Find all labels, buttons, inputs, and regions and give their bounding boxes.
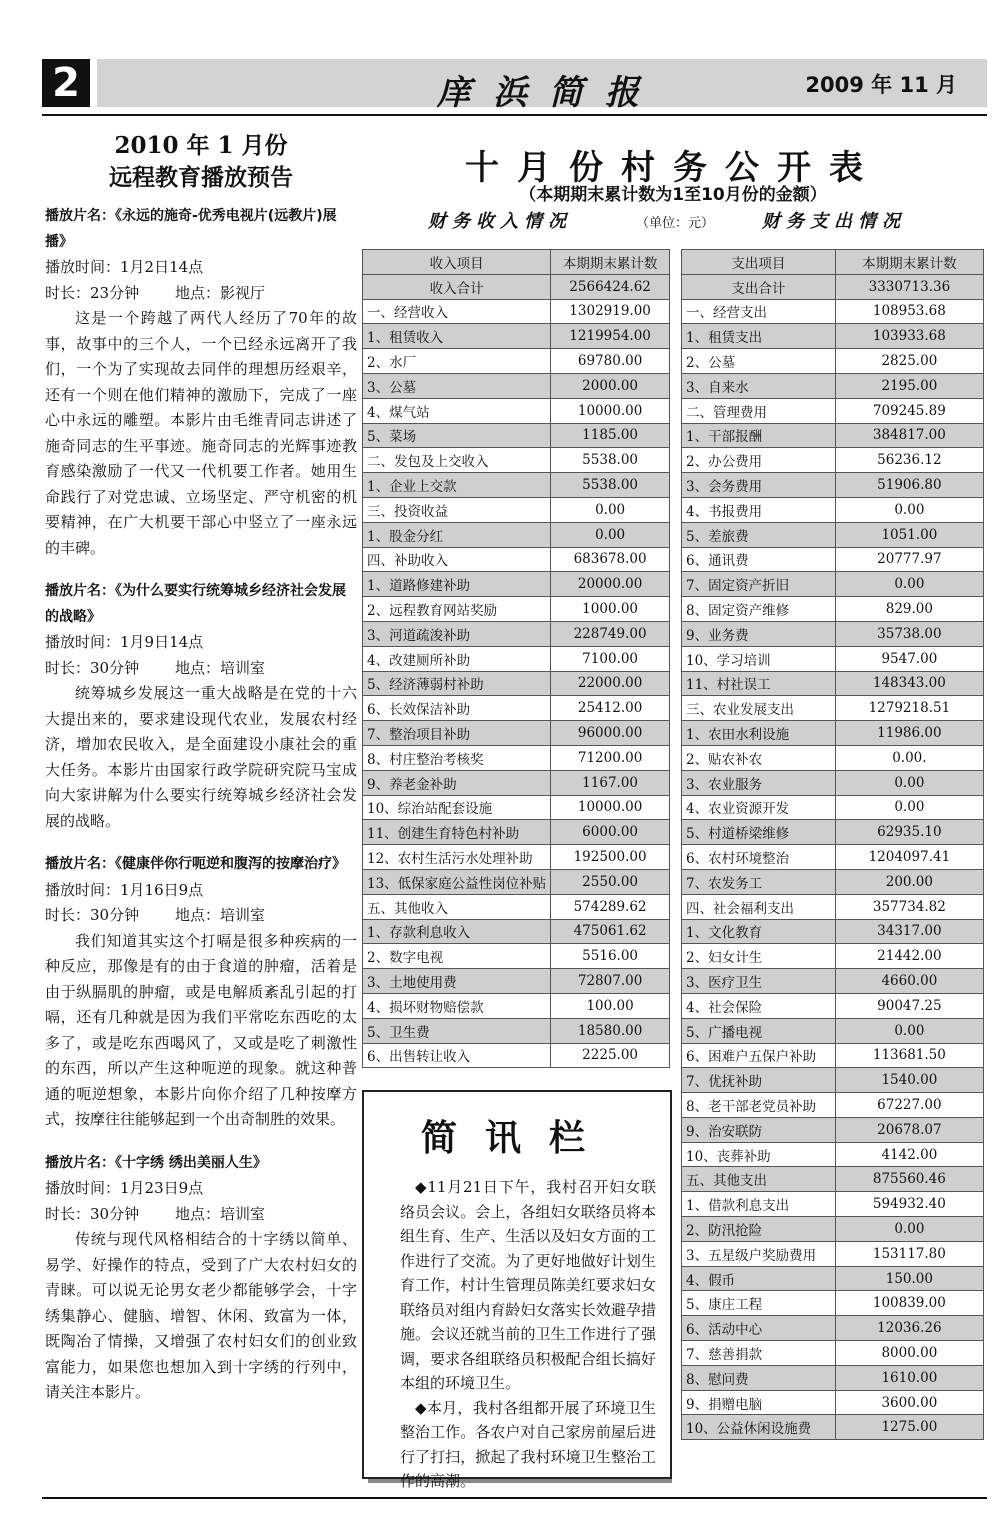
table-row (682, 993, 984, 1018)
table-header-row (363, 250, 670, 275)
table-row (363, 1018, 670, 1043)
program-item (45, 579, 357, 834)
table-row (363, 894, 670, 919)
amount-cell: 4142.00 (835, 1142, 983, 1167)
table-row (682, 274, 984, 299)
item-cell: 4、改建厕所补助 (363, 646, 551, 671)
amount-cell: 709245.89 (835, 398, 983, 423)
amount-cell: 12036.26 (835, 1316, 983, 1341)
table-row (682, 423, 984, 448)
item-cell: 9、治安联防 (682, 1117, 836, 1142)
program-duration: 时长：30分钟 (45, 906, 140, 924)
amount-cell: 5538.00 (551, 448, 670, 473)
program-item (45, 852, 357, 1133)
item-cell: 四、补助收入 (363, 547, 551, 572)
program-list (45, 204, 357, 1406)
item-cell: 9、捐赠电脑 (682, 1390, 836, 1415)
program-meta (45, 1202, 357, 1228)
table-row (363, 993, 670, 1018)
program-name: 播放片名：《为什么要实行统筹城乡经济社会发展的战略》 (45, 583, 346, 625)
issue-date: 2009 年 11 月 (805, 73, 957, 97)
amount-cell: 228749.00 (551, 621, 670, 646)
amount-cell: 1000.00 (551, 597, 670, 622)
table-row (682, 373, 984, 398)
program-item (45, 204, 357, 561)
table-row (682, 1018, 984, 1043)
table-row (363, 944, 670, 969)
table-row (363, 969, 670, 994)
amount-cell: 2550.00 (551, 869, 670, 894)
item-cell: 支出合计 (682, 274, 836, 299)
table-row (682, 646, 984, 671)
amount-cell: 72807.00 (551, 969, 670, 994)
column-title (45, 130, 357, 194)
amount-cell: 5538.00 (551, 473, 670, 498)
table-row (682, 1217, 984, 1242)
item-cell: 8、固定资产维修 (682, 597, 836, 622)
table-row (682, 1365, 984, 1390)
amount-cell: 100839.00 (835, 1291, 983, 1316)
item-cell: 10、丧葬补助 (682, 1142, 836, 1167)
item-cell: 1、股金分红 (363, 522, 551, 547)
program-meta (45, 656, 357, 682)
program-duration: 时长：23分钟 (45, 283, 140, 302)
table-row (682, 944, 984, 969)
program-duration: 时长：30分钟 (45, 1204, 140, 1223)
header-rule (42, 114, 987, 116)
table-row (363, 497, 670, 522)
amount-cell: 20777.97 (835, 547, 983, 572)
item-cell: 三、投资收益 (363, 497, 551, 522)
table-row (682, 696, 984, 721)
amount-cell: 10000.00 (551, 398, 670, 423)
table-row (363, 646, 670, 671)
amount-cell: 357734.82 (835, 894, 983, 919)
table-row (682, 547, 984, 572)
amount-cell: 683678.00 (551, 547, 670, 572)
program-name: 播放片名：《健康伴你行呃逆和腹泻的按摩治疗》 (45, 856, 346, 872)
table-row (363, 721, 670, 746)
table-row (363, 423, 670, 448)
program-place: 地点：培训室 (175, 906, 266, 924)
amount-cell: 1167.00 (551, 770, 670, 795)
table-row (363, 349, 670, 374)
program-description: 统筹城乡发展这一重大战略是在党的十六大提出来的，要求建设现代农业，发展农村经济，增加农民收入，是全面建设小康社会的重大任务。本影片由国家行政学院研究院马宝成向大家讲解为什么要实行统筹城乡经济社会发展的战略。 (45, 684, 357, 830)
item-cell: 2、防汛抢险 (682, 1217, 836, 1242)
table-row (682, 1043, 984, 1068)
table-row (682, 671, 984, 696)
amount-cell: 1051.00 (835, 522, 983, 547)
table-row (682, 845, 984, 870)
program-description: 这是一个跨越了两代人经历了70年的故事，故事中的三个人，一个已经永远离开了我们，一个为了实现故去同伴的理想历经艰辛，还有一个则在他们精神的激励下，完成了一座心中永远的雕塑。本影片由毛维青同志讲述了施奇同志的生平事迹。施奇同志的光辉事迹教育感染激励了一代又一代机要工作者。她用生命践行了对党忠诚、立场坚定、严守机密的机要精神，在广大机要干部心中竖立了一座永远的丰碑。 (45, 309, 357, 557)
item-cell: 8、慰问费 (682, 1365, 836, 1390)
item-cell: 6、困难户五保户补助 (682, 1043, 836, 1068)
amount-cell: 875560.46 (835, 1167, 983, 1192)
item-cell: 10、学习培训 (682, 646, 836, 671)
amount-cell: 69780.00 (551, 349, 670, 374)
item-cell: 1、借款利息支出 (682, 1192, 836, 1217)
item-cell: 11、创建生育特色村补助 (363, 820, 551, 845)
expense-heading: 财务支出情况 (762, 211, 906, 232)
item-cell: 7、固定资产折旧 (682, 572, 836, 597)
item-cell: 5、卫生费 (363, 1018, 551, 1043)
page-number: 2 (42, 59, 90, 107)
table-row (682, 1316, 984, 1341)
item-cell: 1、文化教育 (682, 919, 836, 944)
item-cell: 二、管理费用 (682, 398, 836, 423)
amount-cell: 108953.68 (835, 299, 983, 324)
amount-cell: 0.00 (835, 1018, 983, 1043)
amount-cell: 384817.00 (835, 423, 983, 448)
amount-cell: 20678.07 (835, 1117, 983, 1142)
item-cell: 5、差旅费 (682, 522, 836, 547)
table-row (682, 621, 984, 646)
amount-cell: 62935.10 (835, 820, 983, 845)
amount-cell: 21442.00 (835, 944, 983, 969)
table-row (682, 795, 984, 820)
table-row (363, 795, 670, 820)
amount-cell: 2000.00 (551, 373, 670, 398)
table-row (682, 1241, 984, 1266)
table-row (682, 969, 984, 994)
item-cell: 6、通讯费 (682, 547, 836, 572)
item-cell: 1、租赁支出 (682, 324, 836, 349)
item-cell: 10、综治站配套设施 (363, 795, 551, 820)
amount-cell: 67227.00 (835, 1093, 983, 1118)
table-row (682, 448, 984, 473)
table-row (682, 869, 984, 894)
amount-cell: 0.00 (835, 1217, 983, 1242)
amount-cell: 100.00 (551, 993, 670, 1018)
amount-cell: 1185.00 (551, 423, 670, 448)
program-place: 地点：影视厅 (175, 283, 266, 302)
table-row (682, 1167, 984, 1192)
item-cell: 4、社会保险 (682, 993, 836, 1018)
amount-cell: 1302919.00 (551, 299, 670, 324)
item-cell: 3、河道疏浚补助 (363, 621, 551, 646)
income-heading: 财务收入情况 (428, 211, 572, 232)
amount-cell: 11986.00 (835, 721, 983, 746)
amount-cell: 25412.00 (551, 696, 670, 721)
amount-cell: 5516.00 (551, 944, 670, 969)
table-row (682, 770, 984, 795)
amount-cell: 2566424.62 (551, 274, 670, 299)
distance-education-column (45, 130, 357, 1424)
news-title: 简讯栏 (420, 1118, 613, 1159)
item-cell: 4、书报费用 (682, 497, 836, 522)
item-cell: 四、社会福利支出 (682, 894, 836, 919)
table-header-row (682, 250, 984, 275)
amount-cell: 0.00 (551, 497, 670, 522)
program-time: 播放时间：1月16日9点 (45, 880, 204, 899)
table-row (363, 522, 670, 547)
amount-cell: 0.00 (835, 795, 983, 820)
item-cell: 4、损坏财物赔偿款 (363, 993, 551, 1018)
amount-cell: 1610.00 (835, 1365, 983, 1390)
item-cell: 5、广播电视 (682, 1018, 836, 1043)
amount-cell: 475061.62 (551, 919, 670, 944)
amount-cell: 113681.50 (835, 1043, 983, 1068)
program-meta (45, 281, 357, 307)
table-row (682, 1093, 984, 1118)
table-row (682, 1068, 984, 1093)
masthead (42, 55, 987, 113)
news-paragraph: ◆本月，我村各组都开展了环境卫生整治工作。各农户对自己家房前屋后进行了打扫，掀起了我村环境卫生整治工作的高潮。 (400, 1398, 656, 1490)
table-row (363, 671, 670, 696)
item-cell: 7、整治项目补助 (363, 721, 551, 746)
amount-cell: 18580.00 (551, 1018, 670, 1043)
table-row (363, 274, 670, 299)
masthead-bar (97, 59, 987, 113)
column-title-line1: 2010 年 1 月份 (114, 132, 288, 159)
amount-cell: 71200.00 (551, 745, 670, 770)
amount-cell: 1219954.00 (551, 324, 670, 349)
table-row (363, 373, 670, 398)
item-cell: 一、经营支出 (682, 299, 836, 324)
item-cell: 6、活动中心 (682, 1316, 836, 1341)
item-cell: 3、会务费用 (682, 473, 836, 498)
item-cell: 3、土地使用费 (363, 969, 551, 994)
item-cell: 3、公墓 (363, 373, 551, 398)
item-cell: 2、数字电视 (363, 944, 551, 969)
amount-cell: 148343.00 (835, 671, 983, 696)
item-cell: 1、农田水利设施 (682, 721, 836, 746)
item-cell: 一、经营收入 (363, 299, 551, 324)
item-cell: 9、业务费 (682, 621, 836, 646)
item-cell: 1、道路修建补助 (363, 572, 551, 597)
item-cell: 5、经济薄弱村补助 (363, 671, 551, 696)
amount-cell: 56236.12 (835, 448, 983, 473)
amount-cell: 20000.00 (551, 572, 670, 597)
amount-cell: 0.00 (835, 572, 983, 597)
table-row (363, 572, 670, 597)
table-row (363, 745, 670, 770)
item-cell: 4、假币 (682, 1266, 836, 1291)
table-row (363, 398, 670, 423)
item-cell: 8、村庄整治考核奖 (363, 745, 551, 770)
table-row (682, 324, 984, 349)
item-cell: 4、农业资源开发 (682, 795, 836, 820)
table-row (682, 1390, 984, 1415)
amount-cell: 90047.25 (835, 993, 983, 1018)
table-row (363, 919, 670, 944)
amount-cell: 2195.00 (835, 373, 983, 398)
item-cell: 1、企业上交款 (363, 473, 551, 498)
amount-cell: 829.00 (835, 597, 983, 622)
program-description: 我们知道其实这个打嗝是很多种疾病的一种反应，那像是有的由于食道的肿瘤，活着是由于纵膈肌的肿瘤，或是电解质紊乱引起的打嗝，还有几种就是因为我们平常吃东西吃的太多了，或是吃东西喝风了，又或是吃了刺激性的东西，所以产生这种呃逆的现象。就这种普通的呃逆想象，本影片向你介绍了几种按摩方式，按摩往往能够起到一个出奇制胜的效果。 (45, 931, 357, 1128)
amount-cell: 7100.00 (551, 646, 670, 671)
program-description: 传统与现代风格相结合的十字绣以简单、易学、好操作的特点，受到了广大农村妇女的青睐。可以说无论男女老少都能够学会，十字绣集静心、健脑、增智、休闲、致富为一体，既陶冶了情操，又增强了农村妇女们的创业致富能力，如果您也想加入到十字绣的行列中，请关注本影片。 (45, 1230, 357, 1401)
amount-cell: 35738.00 (835, 621, 983, 646)
item-cell: 11、村社误工 (682, 671, 836, 696)
amount-cell: 3330713.36 (835, 274, 983, 299)
program-meta (45, 903, 357, 929)
program-place: 地点：培训室 (175, 658, 266, 677)
amount-cell: 0.00 (551, 522, 670, 547)
column-title-line2: 远程教育播放预告 (109, 164, 293, 191)
news-paragraph: ◆11月21日下午，我村召开妇女联络员会议。会上，各组妇女联络员将本组生育、生产、生活以及妇女方面的工作进行了交流。为了更好地做好计划生育工作，村计生管理员陈美红要求妇女联络员对组内育龄妇女落实长效避孕措施。会议还就当前的卫生工作进行了强调，要求各组联络员积极配合组长搞好本组的环境卫生。 (400, 1178, 656, 1392)
amount-cell: 34317.00 (835, 919, 983, 944)
table-row (682, 473, 984, 498)
amount-cell: 4660.00 (835, 969, 983, 994)
table-row (682, 820, 984, 845)
amount-cell: 594932.40 (835, 1192, 983, 1217)
item-cell: 3、五星级户奖励费用 (682, 1241, 836, 1266)
amount-cell: 6000.00 (551, 820, 670, 845)
program-time: 播放时间：1月9日14点 (45, 633, 204, 651)
amount-cell: 2225.00 (551, 1043, 670, 1068)
table-row (682, 497, 984, 522)
table-row (682, 349, 984, 374)
item-cell: 3、医疗卫生 (682, 969, 836, 994)
item-cell: 6、出售转让收入 (363, 1043, 551, 1068)
amount-cell: 8000.00 (835, 1341, 983, 1366)
table-row (363, 621, 670, 646)
news-box (362, 1090, 672, 1490)
column-header: 本期期末累计数 (551, 250, 670, 275)
amount-cell: 574289.62 (551, 894, 670, 919)
table-row (682, 299, 984, 324)
newspaper-logo: 庠浜简报 (437, 73, 661, 113)
program-time: 播放时间：1月23日9点 (45, 1179, 204, 1197)
item-cell: 8、老干部老党员补助 (682, 1093, 836, 1118)
item-cell: 2、水厂 (363, 349, 551, 374)
table-row (363, 473, 670, 498)
amount-cell: 200.00 (835, 869, 983, 894)
table-row (682, 572, 984, 597)
column-header: 收入项目 (363, 250, 551, 275)
amount-cell: 51906.80 (835, 473, 983, 498)
item-cell: 12、农村生活污水处理补助 (363, 845, 551, 870)
amount-cell: 2825.00 (835, 349, 983, 374)
amount-cell: 1540.00 (835, 1068, 983, 1093)
program-name: 播放片名：《永远的施奇-优秀电视片(远教片)展播》 (45, 208, 337, 250)
program-name: 播放片名：《十字绣 绣出美丽人生》 (45, 1154, 267, 1171)
table-subtitle: （本期期末累计数为1至10月份的金额） (519, 185, 827, 205)
table-row (682, 1117, 984, 1142)
amount-cell: 9547.00 (835, 646, 983, 671)
amount-cell: 10000.00 (551, 795, 670, 820)
table-row (682, 894, 984, 919)
item-cell: 1、存款利息收入 (363, 919, 551, 944)
amount-cell: 3600.00 (835, 1390, 983, 1415)
item-cell: 7、慈善捐款 (682, 1341, 836, 1366)
item-cell: 6、农村环境整治 (682, 845, 836, 870)
column-header: 本期期末累计数 (835, 250, 983, 275)
amount-cell: 0.00. (835, 745, 983, 770)
item-cell: 4、煤气站 (363, 398, 551, 423)
item-cell: 五、其他支出 (682, 1167, 836, 1192)
item-cell: 收入合计 (363, 274, 551, 299)
table-row (682, 1142, 984, 1167)
item-cell: 五、其他收入 (363, 894, 551, 919)
item-cell: 3、农业服务 (682, 770, 836, 795)
amount-cell: 22000.00 (551, 671, 670, 696)
table-row (363, 770, 670, 795)
amount-cell: 96000.00 (551, 721, 670, 746)
item-cell: 1、干部报酬 (682, 423, 836, 448)
unit-label: （单位：元） (636, 216, 715, 231)
item-cell: 二、发包及上交收入 (363, 448, 551, 473)
table-row (682, 597, 984, 622)
table-row (363, 299, 670, 324)
table-row (363, 696, 670, 721)
amount-cell: 1275.00 (835, 1415, 983, 1440)
table-row (682, 1415, 984, 1440)
amount-cell: 0.00 (835, 497, 983, 522)
footer-rule (42, 1497, 987, 1499)
table-row (363, 820, 670, 845)
expense-table (681, 249, 984, 1440)
item-cell: 2、妇女计生 (682, 944, 836, 969)
table-row (682, 919, 984, 944)
item-cell: 5、康庄工程 (682, 1291, 836, 1316)
item-cell: 三、农业发展支出 (682, 696, 836, 721)
table-row (682, 721, 984, 746)
table-row (682, 745, 984, 770)
table-row (363, 869, 670, 894)
table-row (363, 448, 670, 473)
item-cell: 7、农发务工 (682, 869, 836, 894)
table-main-title: 十月份村务公开表 (465, 148, 881, 188)
item-cell: 2、贴农补农 (682, 745, 836, 770)
program-place: 地点：培训室 (175, 1204, 266, 1223)
amount-cell: 150.00 (835, 1266, 983, 1291)
amount-cell: 192500.00 (551, 845, 670, 870)
item-cell: 6、长效保洁补助 (363, 696, 551, 721)
table-row (363, 324, 670, 349)
amount-cell: 1204097.41 (835, 845, 983, 870)
item-cell: 10、公益休闲设施费 (682, 1415, 836, 1440)
table-row (682, 1192, 984, 1217)
program-time: 播放时间：1月2日14点 (45, 258, 204, 276)
item-cell: 2、公墓 (682, 349, 836, 374)
table-row (682, 398, 984, 423)
table-row (363, 1043, 670, 1068)
table-row (682, 522, 984, 547)
item-cell: 2、办公费用 (682, 448, 836, 473)
table-row (363, 597, 670, 622)
amount-cell: 103933.68 (835, 324, 983, 349)
table-row (363, 547, 670, 572)
column-header: 支出项目 (682, 250, 836, 275)
item-cell: 1、租赁收入 (363, 324, 551, 349)
item-cell: 13、低保家庭公益性岗位补贴 (363, 869, 551, 894)
program-duration: 时长：30分钟 (45, 658, 140, 677)
amount-cell: 1279218.51 (835, 696, 983, 721)
item-cell: 3、自来水 (682, 373, 836, 398)
program-item (45, 1151, 357, 1406)
income-table (362, 249, 670, 1068)
table-row (682, 1266, 984, 1291)
item-cell: 7、优抚补助 (682, 1068, 836, 1093)
amount-cell: 153117.80 (835, 1241, 983, 1266)
table-row (363, 845, 670, 870)
item-cell: 2、远程教育网站奖励 (363, 597, 551, 622)
news-body (364, 1175, 670, 1494)
item-cell: 5、菜场 (363, 423, 551, 448)
table-row (682, 1341, 984, 1366)
item-cell: 5、村道桥梁维修 (682, 820, 836, 845)
amount-cell: 0.00 (835, 770, 983, 795)
item-cell: 9、养老金补助 (363, 770, 551, 795)
table-row (682, 1291, 984, 1316)
